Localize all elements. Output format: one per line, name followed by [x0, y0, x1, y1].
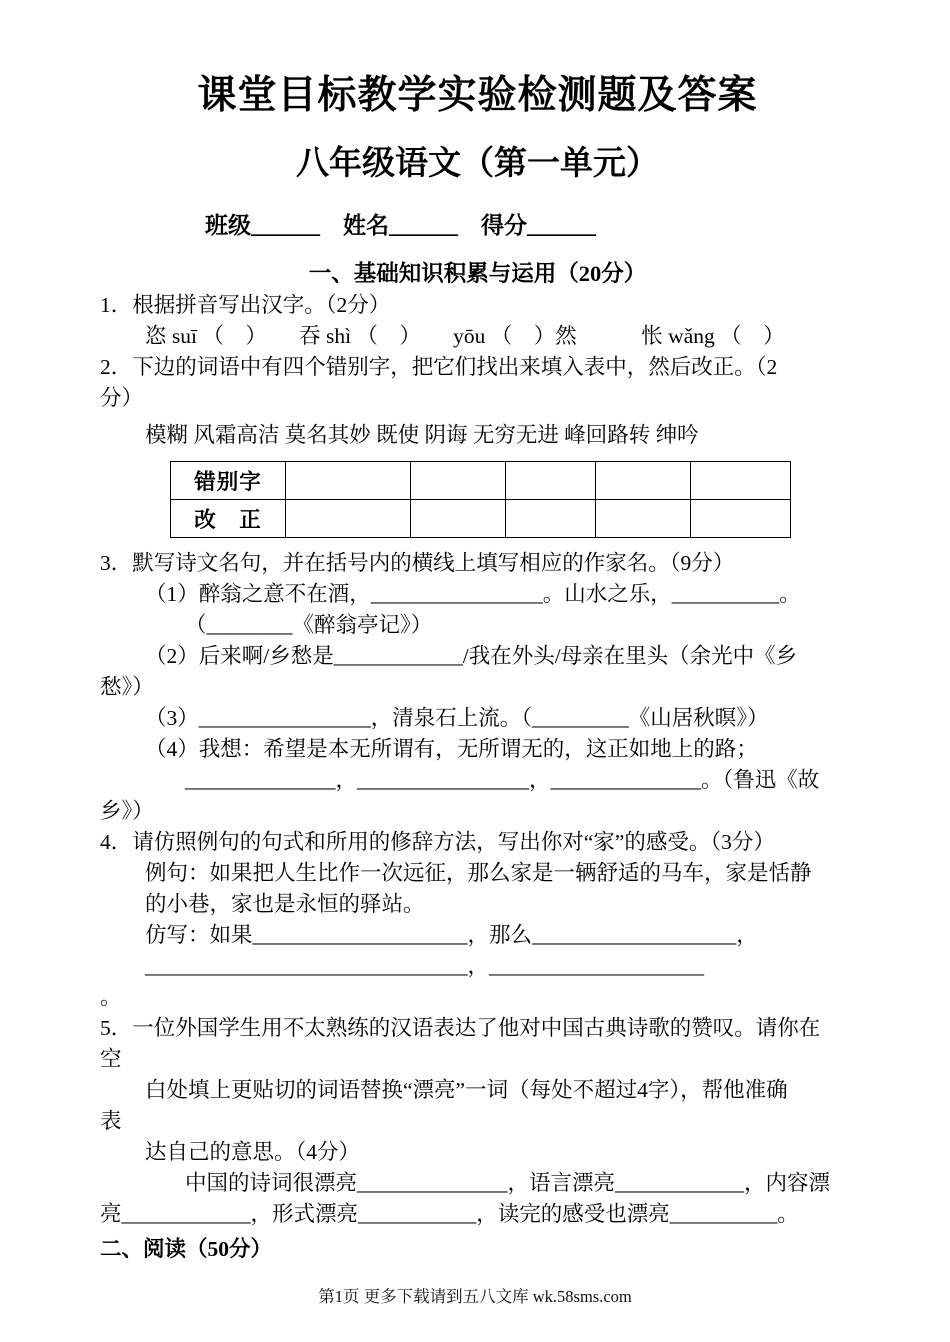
q5-line: 白处填上更贴切的词语替换“漂亮”一词（每处不超过4字），帮他准确	[145, 1078, 788, 1102]
q3-line: ______________，________________，______________。（鲁迅《故	[185, 768, 820, 792]
row-header-cuobiezi: 错别字	[171, 462, 286, 500]
q4-line: 。	[100, 985, 122, 1009]
q3-line: （3）________________，清泉石上流。（_________《山居秋暝》）	[145, 706, 769, 730]
table-cell	[596, 462, 691, 500]
student-info-line: 班级______ 姓名______ 得分______	[205, 213, 596, 238]
section2-heading: 二、阅读（50分）	[100, 1237, 273, 1261]
q5-line: 5．一位外国学生用不太熟练的汉语表达了他对中国古典诗歌的赞叹。请你在	[100, 1016, 821, 1040]
q3-stem: 3．默写诗文名句，并在括号内的横线上填写相应的作家名。（9分）	[100, 551, 735, 575]
q5-line: 亮____________，形式漂亮___________，读完的感受也漂亮__________。	[100, 1202, 799, 1226]
table-cell	[596, 500, 691, 538]
table-cell	[691, 462, 791, 500]
table-cell	[506, 462, 596, 500]
page-footer: 第1页 更多下载请到五八文库 wk.58sms.com	[318, 1287, 632, 1306]
q4-line: ______________________________，____________________	[145, 954, 705, 978]
q5-line: 达自己的意思。（4分）	[145, 1140, 361, 1164]
q3-line: （1）醉翁之意不在酒，________________。山水之乐，__________。	[145, 582, 801, 606]
q1-pinyin-items: 恣 suī （ ） 吞 shì （ ） yōu （ ）然 怅 wǎng （ ）	[145, 324, 785, 348]
q2-stem-line1: 2．下边的词语中有四个错别字，把它们找出来填入表中，然后改正。（2	[100, 355, 778, 379]
q4-stem: 4．请仿照例句的句式和所用的修辞方法，写出你对“家”的感受。（3分）	[100, 830, 775, 854]
q1-stem: 1．根据拼音写出汉字。（2分）	[100, 293, 391, 317]
q4-line: 的小巷，家也是永恒的驿站。	[145, 892, 425, 916]
document-title: 课堂目标教学实验检测题及答案	[197, 74, 758, 117]
q2-stem-line2: 分）	[100, 386, 144, 410]
q4-line: 仿写：如果____________________，那么___________________，	[145, 923, 758, 947]
table-row-corrections	[171, 500, 791, 538]
row-header-gaizheng: 改 正	[171, 500, 286, 538]
q3-line: 乡》）	[100, 799, 154, 823]
q2-word-list: 模糊 风霜高洁 莫名其妙 既使 阴诲 无穷无进 峰回路转 绅吟	[145, 423, 699, 447]
document-subtitle: 八年级语文（第一单元）	[296, 146, 659, 182]
table-cell	[286, 500, 411, 538]
q4-line: 例句：如果把人生比作一次远征，那么家是一辆舒适的马车，家是恬静	[145, 861, 812, 885]
q5-line: 表	[100, 1109, 122, 1133]
table-cell	[691, 500, 791, 538]
q3-line: （2）后来啊/乡愁是____________/我在外头/母亲在里头（余光中《乡	[145, 644, 798, 668]
section1-heading: 一、基础知识积累与运用（20分）	[308, 261, 647, 286]
table-cell	[411, 462, 506, 500]
table-cell	[411, 500, 506, 538]
q3-line: （________《醉翁亭记》）	[185, 613, 433, 637]
q3-line: 愁》）	[100, 675, 154, 699]
error-correction-table	[170, 461, 791, 538]
table-cell	[286, 462, 411, 500]
table-row-errors	[171, 462, 791, 500]
q5-line: 空	[100, 1047, 122, 1071]
table-cell	[506, 500, 596, 538]
q3-line: （4）我想：希望是本无所谓有，无所谓无的，这正如地上的路；	[145, 737, 758, 761]
q5-line: 中国的诗词很漂亮______________，语言漂亮____________，内容漂	[185, 1171, 831, 1195]
